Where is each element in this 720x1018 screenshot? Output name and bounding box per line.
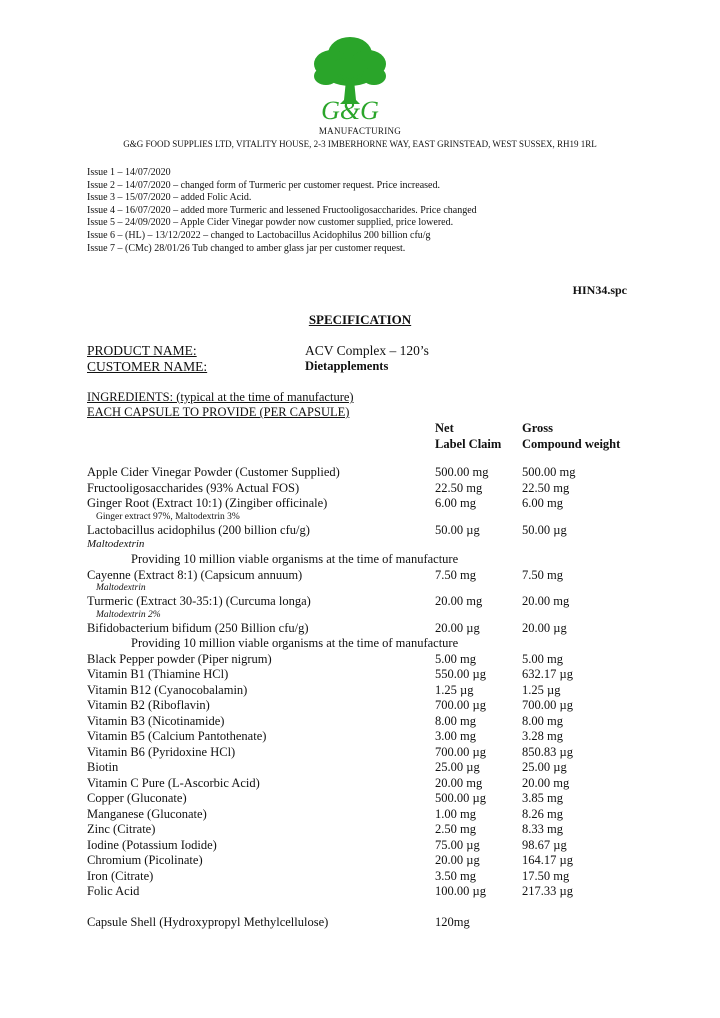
- ingredients-table: [0, 465, 720, 931]
- ingredient-row: [0, 838, 720, 854]
- gross-compound-weight: 3.28 mg: [522, 729, 563, 743]
- ingredient-row: [0, 745, 720, 761]
- gross-compound-weight: 8.33 mg: [522, 822, 563, 836]
- gross-compound-weight: 5.00 mg: [522, 651, 563, 666]
- ingredient-row: [0, 683, 720, 699]
- ingredient-row: [0, 714, 720, 730]
- net-header-line2: Label Claim: [435, 437, 502, 451]
- gross-compound-weight: 20.00 mg: [522, 594, 570, 608]
- ingredient-row: [0, 760, 720, 776]
- issue-line: Issue 5 – 24/09/2020 – Apple Cider Vinegar powder now customer supplied, price lowered.: [87, 217, 454, 229]
- gross-compound-weight: 8.26 mg: [522, 806, 563, 821]
- product-name-label: PRODUCT NAME:: [87, 343, 197, 358]
- net-label-claim: 25.00 µg: [435, 760, 480, 774]
- ingredient-row: [0, 884, 720, 900]
- ingredient-row: [0, 698, 720, 714]
- ingredient-note: [0, 512, 720, 523]
- ingredient-name: Providing 10 million viable organisms at the time of manufacture: [131, 636, 459, 650]
- customer-name-label: CUSTOMER NAME:: [87, 359, 208, 374]
- issue-line: Issue 3 – 15/07/2020 – added Folic Acid.: [87, 192, 252, 204]
- gross-compound-weight: 25.00 µg: [522, 760, 567, 774]
- gross-compound-weight: 217.33 µg: [522, 884, 573, 898]
- logo-text: G&G: [321, 96, 379, 125]
- net-label-claim: 50.00 µg: [435, 522, 480, 537]
- ingredient-name: Lactobacillus acidophilus (200 billion cfu/g): [87, 522, 310, 537]
- net-label-claim: 20.00 µg: [435, 853, 480, 867]
- ingredient-name: Black Pepper powder (Piper nigrum): [87, 651, 272, 666]
- net-label-claim: 8.00 mg: [435, 713, 476, 728]
- net-label-claim: 1.25 µg: [435, 682, 474, 697]
- ingredient-row: [0, 915, 720, 931]
- ingredient-row: [0, 465, 720, 481]
- issue-history: [87, 167, 477, 255]
- gross-compound-weight: 20.00 mg: [522, 775, 570, 790]
- issue-line: Issue 1 – 14/07/2020: [87, 167, 171, 178]
- ingredient-name: Vitamin B6 (Pyridoxine HCl): [87, 744, 236, 759]
- ingredient-name: Copper (Gluconate): [87, 791, 187, 805]
- ingredient-row: [0, 523, 720, 539]
- specification-title: SPECIFICATION: [308, 312, 412, 327]
- ingredient-row: [0, 568, 720, 584]
- company-address: G&G FOOD SUPPLIES LTD, VITALITY HOUSE, 2-3 IMBERHORNE WAY, EAST GRINSTEAD, WEST SUSSEX, RH19 1RL: [123, 139, 597, 149]
- net-column-header: [435, 420, 501, 452]
- ingredient-note: [0, 583, 720, 594]
- gross-compound-weight: 20.00 µg: [522, 620, 567, 635]
- ingredient-name: Vitamin B2 (Riboflavin): [87, 698, 210, 712]
- gross-compound-weight: 98.67 µg: [522, 837, 567, 852]
- ingredient-name: Chromium (Picolinate): [87, 853, 203, 867]
- gross-compound-weight: 6.00 mg: [522, 496, 563, 510]
- ingredient-row: [0, 652, 720, 668]
- ingredient-name: Folic Acid: [87, 884, 140, 898]
- ingredient-name: Ginger extract 97%, Maltodextrin 3%: [96, 511, 240, 522]
- ingredient-name: Biotin: [87, 760, 119, 774]
- ingredient-row: [0, 667, 720, 683]
- ingredient-name: Vitamin C Pure (L-Ascorbic Acid): [87, 775, 260, 790]
- ingredient-name: Bifidobacterium bifidum (250 Billion cfu/g): [87, 620, 309, 635]
- ingredient-name: Maltodextrin 2%: [96, 609, 161, 620]
- issue-line: Issue 2 – 14/07/2020 – changed form of Turmeric per customer request. Price increased.: [87, 179, 440, 191]
- gross-compound-weight: 3.85 mg: [522, 791, 563, 805]
- issue-line: Issue 6 – (HL) – 13/12/2022 – changed to Lactobacillus Acidophilus 200 billion cfu/g: [87, 229, 431, 241]
- ingredient-name: Apple Cider Vinegar Powder (Customer Supplied): [87, 465, 340, 479]
- ingredient-row: [0, 594, 720, 610]
- ingredient-name: Iodine (Potassium Iodide): [87, 837, 217, 852]
- gross-compound-weight: 500.00 mg: [522, 465, 576, 479]
- net-label-claim: 550.00 µg: [435, 667, 486, 681]
- ingredient-row: [0, 481, 720, 497]
- company-logo: [300, 30, 400, 130]
- gross-compound-weight: 50.00 µg: [522, 522, 567, 537]
- gross-column-header: [522, 420, 620, 452]
- ingredient-row: [0, 807, 720, 823]
- ingredient-name: Maltodextrin: [96, 583, 146, 593]
- net-label-claim: 100.00 µg: [435, 884, 486, 898]
- ingredient-note: [0, 538, 720, 552]
- gross-header-line1: Gross: [522, 421, 554, 435]
- ingredient-name: Ginger Root (Extract 10:1) (Zingiber officinale): [87, 496, 328, 510]
- net-label-claim: 20.00 mg: [435, 775, 483, 790]
- net-label-claim: 3.50 mg: [435, 868, 476, 883]
- ingredient-name: Vitamin B1 (Thiamine HCl): [87, 667, 229, 681]
- product-name-value: ACV Complex – 120’s: [305, 343, 429, 358]
- net-label-claim: 120mg: [435, 915, 470, 929]
- ingredient-name: Providing 10 million viable organisms at the time of manufacture: [131, 552, 459, 566]
- ingredient-name: Cayenne (Extract 8:1) (Capsicum annuum): [87, 567, 303, 582]
- gross-compound-weight: 17.50 mg: [522, 868, 570, 883]
- net-header-line1: Net: [435, 421, 454, 435]
- ingredient-name: Manganese (Gluconate): [87, 806, 207, 821]
- gross-header-line2: Compound weight: [522, 437, 621, 451]
- net-label-claim: 6.00 mg: [435, 496, 476, 510]
- customer-name-value: Dietapplements: [305, 359, 389, 373]
- ingredient-name: Maltodextrin: [87, 538, 145, 550]
- ingredient-name: Zinc (Citrate): [87, 822, 156, 836]
- ingredient-row: [0, 621, 720, 637]
- ingredient-row: [0, 869, 720, 885]
- net-label-claim: 20.00 mg: [435, 594, 483, 608]
- document-reference: HIN34.spc: [572, 283, 627, 297]
- row-spacer: [0, 900, 720, 916]
- net-label-claim: 500.00 µg: [435, 791, 486, 805]
- net-label-claim: 700.00 µg: [435, 698, 486, 712]
- ingredients-heading: INGREDIENTS: (typical at the time of manufacture): [87, 390, 354, 404]
- ingredient-note: [0, 610, 720, 621]
- ingredient-name: Vitamin B3 (Nicotinamide): [87, 713, 225, 728]
- gross-compound-weight: 164.17 µg: [522, 853, 573, 867]
- net-label-claim: 20.00 µg: [435, 620, 480, 635]
- issue-line: Issue 4 – 16/07/2020 – added more Turmeric and lessened Fructooligosaccharides. Price changed: [87, 204, 477, 216]
- ingredient-row: [0, 822, 720, 838]
- gross-compound-weight: 1.25 µg: [522, 682, 561, 697]
- net-label-claim: 500.00 mg: [435, 465, 489, 479]
- ingredient-row: [0, 853, 720, 869]
- issue-line: Issue 7 – (CMc) 28/01/26 Tub changed to amber glass jar per customer request.: [87, 242, 406, 254]
- ingredient-name: Fructooligosaccharides (93% Actual FOS): [87, 480, 300, 495]
- net-label-claim: 75.00 µg: [435, 837, 480, 852]
- ingredient-row: [0, 729, 720, 745]
- ingredient-name: Turmeric (Extract 30-35:1) (Curcuma longa): [87, 594, 311, 608]
- net-label-claim: 3.00 mg: [435, 729, 476, 743]
- gross-compound-weight: 632.17 µg: [522, 667, 573, 681]
- ingredient-name: Vitamin B12 (Cyanocobalamin): [87, 682, 248, 697]
- ingredient-name: Iron (Citrate): [87, 868, 154, 883]
- ingredient-row: [0, 791, 720, 807]
- gross-compound-weight: 22.50 mg: [522, 480, 570, 495]
- net-label-claim: 5.00 mg: [435, 651, 476, 666]
- ingredient-row: [0, 496, 720, 512]
- gross-compound-weight: 8.00 mg: [522, 713, 563, 728]
- provision-note: [0, 636, 720, 652]
- gross-compound-weight: 7.50 mg: [522, 567, 563, 582]
- net-label-claim: 700.00 µg: [435, 744, 486, 759]
- provision-note: [0, 552, 720, 568]
- ingredient-name: Capsule Shell (Hydroxypropyl Methylcellulose): [87, 915, 329, 929]
- ingredient-row: [0, 776, 720, 792]
- net-label-claim: 1.00 mg: [435, 806, 476, 821]
- gross-compound-weight: 850.83 µg: [522, 744, 573, 759]
- net-label-claim: 22.50 mg: [435, 480, 483, 495]
- manufacturing-label: MANUFACTURING: [318, 126, 402, 136]
- ingredient-name: Vitamin B5 (Calcium Pantothenate): [87, 729, 267, 743]
- net-label-claim: 7.50 mg: [435, 567, 476, 582]
- gross-compound-weight: 700.00 µg: [522, 698, 573, 712]
- net-label-claim: 2.50 mg: [435, 822, 476, 836]
- per-capsule-heading: EACH CAPSULE TO PROVIDE (PER CAPSULE): [87, 405, 350, 419]
